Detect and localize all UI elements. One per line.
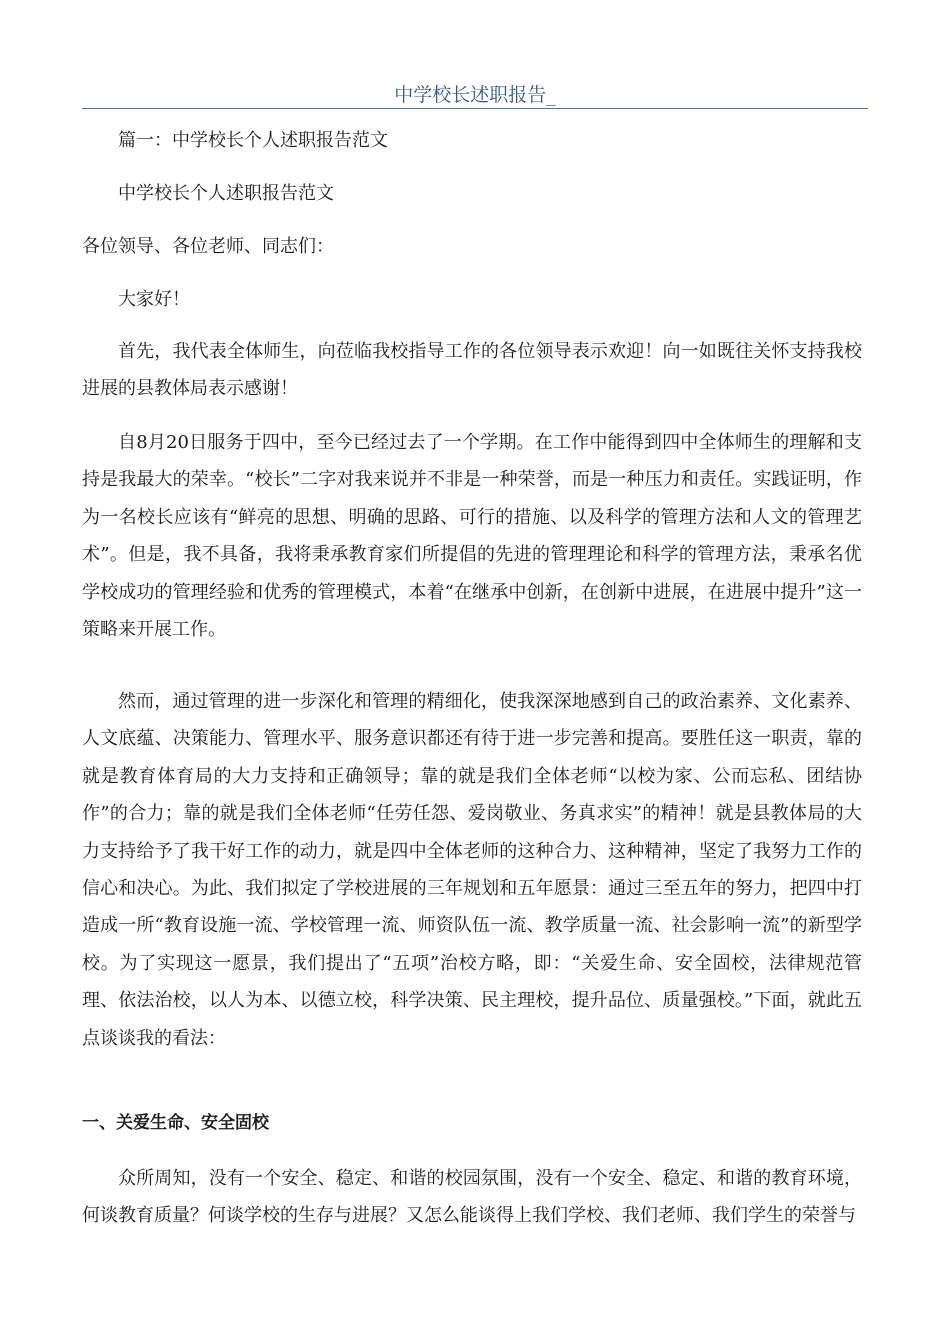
section-label: 篇一：中学校长个人述职报告范文 [118, 130, 388, 151]
salutation: 各位领导、各位老师、同志们： [82, 236, 334, 257]
section-heading-1: 一、关爱生命、安全固校 [82, 1113, 269, 1133]
paragraph-plan: 然而，通过管理的进一步深化和管理的精细化，使我深深地感到自己的政治素养、文化素养、人文底蕴、决策能力、管理水平、服务意识都还有待于进一步完善和提高。要胜任这一职责，靠的就是教育体育局的大力支持和正确领导；靠的就是我们全体老师“以校为家、公而忘私、团结协作”的合力；靠的就是我们全体老师“任劳任怨、爱岗敬业、务真求实”的精神！就是县教体局的大力支持给予了我干好工作的动力，就是四中全体老师的这种合力、这种精神，坚定了我努力工作的信心和决心。为此、我们拟定了学校进展的三年规划和五年愿景：通过三至五年的努力，把四中打造成一所“教育设施一流、学校管理一流、师资队伍一流、教学质量一流、社会影响一流”的新型学校。为了实现这一愿景，我们提出了“五项”治校方略，即：“关爱生命、安全固校，法律规范管理、依法治校，以人为本、以德立校，科学决策、民主理校，提升品位、质量强校。”下面，就此五点谈谈我的看法： [82, 691, 862, 1049]
paragraph-introduction: 自8月20日服务于四中，至今已经过去了一个学期。在工作中能得到四中全体师生的理解和支持是我最大的荣幸。“校长”二字对我来说并不非是一种荣誉，而是一种压力和责任。实践证明，作为一名校长应该有“鲜亮的思想、明确的思路、可行的措施、以及科学的管理方法和人文的管理艺术”。但是，我不具备，我将秉承教育家们所提倡的先进的管理理论和科学的管理方法，秉承名优学校成功的管理经验和优秀的管理模式，本着“在继承中创新，在创新中进展，在进展中提升”这一策略来开展工作。 [82, 432, 862, 641]
header-divider [82, 108, 868, 109]
greeting: 大家好！ [118, 289, 190, 310]
document-title: 中学校长个人述职报告范文 [118, 183, 334, 204]
paragraph-welcome: 首先，我代表全体师生，向莅临我校指导工作的各位领导表示欢迎！向一如既往关怀支持我校进展的县教体局表示感谢！ [82, 341, 862, 400]
paragraph-safety: 众所周知，没有一个安全、稳定、和谐的校园氛围，没有一个安全、稳定、和谐的教育环境，何谈教育质量？何谈学校的生存与进展？又怎么能谈得上我们学校、我们老师、我们学生的荣誉与 [82, 1168, 862, 1227]
page-header-title: 中学校长述职报告_ [394, 84, 556, 106]
